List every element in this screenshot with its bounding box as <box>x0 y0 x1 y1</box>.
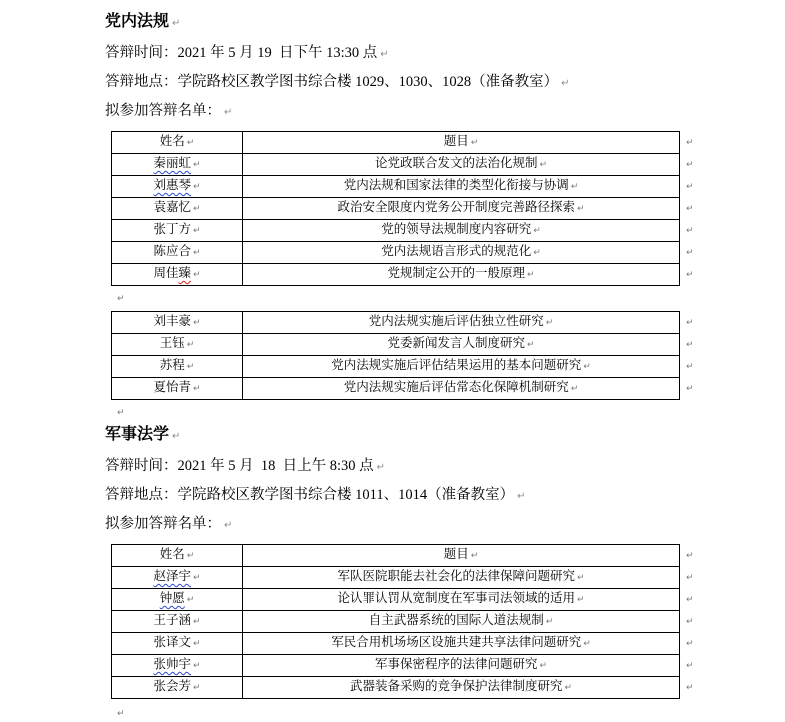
paragraph-mark: ↵ <box>117 408 125 418</box>
student-name: 张帅宇 <box>153 657 191 671</box>
defense-list-label <box>105 102 785 122</box>
section-heading-text: 军事法学 <box>105 426 170 443</box>
name-cell <box>112 154 243 176</box>
paragraph-mark: ↵ <box>576 595 585 605</box>
paragraph-mark: ↵ <box>686 182 694 192</box>
student-name-flagged-char: 臻 <box>178 266 191 280</box>
student-name: 张会芳 <box>153 679 191 693</box>
paragraph-mark: ↵ <box>583 639 591 649</box>
table-row <box>112 242 698 264</box>
title-cell <box>243 334 680 356</box>
paragraph-mark: ↵ <box>533 226 541 236</box>
paragraph-mark: ↵ <box>186 138 195 148</box>
paragraph-mark: ↵ <box>686 270 694 280</box>
table-row <box>112 334 698 356</box>
row-end-marker <box>680 545 698 567</box>
paragraph-mark: ↵ <box>517 491 526 502</box>
title-cell <box>243 264 680 286</box>
student-name: 秦丽虹 <box>153 156 191 170</box>
paragraph-mark: ↵ <box>570 384 579 394</box>
row-end-marker <box>680 611 698 633</box>
header-title-label: 题目 <box>443 547 469 561</box>
thesis-title: 党内法规语言形式的规范化 <box>381 244 532 258</box>
header-name-cell <box>112 132 243 154</box>
paragraph-mark: ↵ <box>192 617 201 627</box>
header-name-cell <box>112 545 243 567</box>
table-row <box>112 264 698 286</box>
section-heading-text: 党内法规 <box>105 13 170 30</box>
title-cell <box>243 611 680 633</box>
table-row <box>112 677 698 699</box>
table-row <box>112 356 698 378</box>
row-end-marker <box>680 176 698 198</box>
paragraph-mark: ↵ <box>686 340 694 350</box>
paragraph-mark: ↵ <box>686 551 694 561</box>
paragraph-mark: ↵ <box>186 362 195 372</box>
thesis-title: 军队医院职能去社会化的法律保障问题研究 <box>337 569 575 583</box>
blank-paragraph <box>115 705 785 722</box>
row-end-marker <box>680 655 698 677</box>
paragraph-mark: ↵ <box>686 248 694 258</box>
table-row <box>112 567 698 589</box>
defense-list-label <box>105 515 785 535</box>
paragraph-mark: ↵ <box>564 683 573 693</box>
name-cell <box>112 334 243 356</box>
section-heading <box>105 425 785 447</box>
paragraph-mark: ↵ <box>576 573 585 583</box>
name-cell <box>112 611 243 633</box>
student-name: 赵泽宇 <box>153 569 191 583</box>
defense-time-line <box>105 44 785 64</box>
name-cell <box>112 198 243 220</box>
name-cell <box>112 589 243 611</box>
student-name: 刘丰豪 <box>153 314 191 328</box>
paragraph-mark: ↵ <box>686 573 694 583</box>
paragraph-mark: ↵ <box>576 204 585 214</box>
thesis-title: 党内法规实施后评估结果运用的基本问题研究 <box>331 358 582 372</box>
section-heading <box>105 12 785 34</box>
title-cell <box>243 198 680 220</box>
blank-paragraph <box>115 290 785 307</box>
paragraph-mark: ↵ <box>172 431 181 442</box>
student-name: 周佳臻 <box>153 266 191 280</box>
student-name: 袁嘉忆 <box>153 200 191 214</box>
paragraph-mark: ↵ <box>686 362 694 372</box>
thesis-title: 论党政联合发文的法治化规制 <box>374 156 538 170</box>
defense-time-line <box>105 457 785 477</box>
row-end-marker <box>680 220 698 242</box>
paragraph-mark: ↵ <box>686 204 694 214</box>
table-row <box>112 378 698 400</box>
header-title-cell <box>243 545 680 567</box>
thesis-title: 军事保密程序的法律问题研究 <box>374 657 538 671</box>
paragraph-mark: ↵ <box>192 384 201 394</box>
header-title-cell <box>243 132 680 154</box>
name-cell <box>112 220 243 242</box>
row-end-marker <box>680 198 698 220</box>
paragraph-mark: ↵ <box>470 551 479 561</box>
title-cell <box>243 242 680 264</box>
title-cell <box>243 589 680 611</box>
thesis-title: 党的领导法规制度内容研究 <box>381 222 532 236</box>
defense-list-label-text: 拟参加答辩名单： <box>105 103 221 119</box>
paragraph-mark: ↵ <box>533 248 541 258</box>
paragraph-mark: ↵ <box>686 384 694 394</box>
header-name-label: 姓名 <box>159 134 185 148</box>
title-cell <box>243 567 680 589</box>
defense-place-line <box>105 486 785 506</box>
paragraph-mark: ↵ <box>224 107 233 118</box>
defense-time-text: 答辩时间：2021 年 5 月 18 日上午 8:30 点 <box>105 458 374 474</box>
paragraph-mark: ↵ <box>192 661 201 671</box>
student-name: 王子涵 <box>153 613 191 627</box>
defense-time-text: 答辩时间：2021 年 5 月 19 日下午 13:30 点 <box>105 45 378 61</box>
defense-place-line <box>105 73 785 93</box>
paragraph-mark: ↵ <box>376 462 386 473</box>
section-military-law <box>105 425 785 699</box>
defense-list-table-3 <box>111 544 698 699</box>
row-end-marker <box>680 356 698 378</box>
name-cell <box>112 378 243 400</box>
title-cell <box>243 154 680 176</box>
row-end-marker <box>680 242 698 264</box>
paragraph-mark: ↵ <box>224 520 233 531</box>
student-name: 钟愿 <box>159 591 185 605</box>
paragraph-mark: ↵ <box>192 182 201 192</box>
blank-paragraph <box>115 404 785 421</box>
thesis-title: 党内法规和国家法律的类型化衔接与协调 <box>343 178 569 192</box>
table-row <box>112 176 698 198</box>
paragraph-mark: ↵ <box>686 617 694 627</box>
row-end-marker <box>680 677 698 699</box>
table-row <box>112 589 698 611</box>
paragraph-mark: ↵ <box>186 595 195 605</box>
paragraph-mark: ↵ <box>526 340 535 350</box>
name-cell <box>112 176 243 198</box>
table-header-row <box>112 545 698 567</box>
defense-place-text: 答辩地点：学院路校区教学图书综合楼 1011、1014（准备教室） <box>105 487 515 503</box>
name-cell <box>112 312 243 334</box>
title-cell <box>243 312 680 334</box>
table-row <box>112 220 698 242</box>
paragraph-mark: ↵ <box>192 683 201 693</box>
paragraph-mark: ↵ <box>686 318 694 328</box>
paragraph-mark: ↵ <box>172 18 181 29</box>
paragraph-mark: ↵ <box>539 160 548 170</box>
name-cell <box>112 242 243 264</box>
thesis-title: 军民合用机场场区设施共建共享法律问题研究 <box>331 635 582 649</box>
name-cell <box>112 356 243 378</box>
paragraph-mark: ↵ <box>561 78 570 89</box>
header-title-label: 题目 <box>443 134 469 148</box>
thesis-title: 党规制定公开的一般原理 <box>387 266 525 280</box>
paragraph-mark: ↵ <box>192 270 201 280</box>
row-end-marker <box>680 378 698 400</box>
table-row <box>112 655 698 677</box>
paragraph-mark: ↵ <box>583 362 591 372</box>
paragraph-mark: ↵ <box>539 661 548 671</box>
paragraph-mark: ↵ <box>545 318 554 328</box>
paragraph-mark: ↵ <box>192 318 201 328</box>
row-end-marker <box>680 589 698 611</box>
row-end-marker <box>680 312 698 334</box>
thesis-title: 党内法规实施后评估独立性研究 <box>368 314 544 328</box>
paragraph-mark: ↵ <box>686 226 694 236</box>
defense-list-table-2 <box>111 311 698 400</box>
thesis-title: 自主武器系统的国际人道法规制 <box>368 613 544 627</box>
title-cell <box>243 677 680 699</box>
paragraph-mark: ↵ <box>192 573 201 583</box>
thesis-title: 政治安全限度内党务公开制度完善路径探索 <box>337 200 575 214</box>
paragraph-mark: ↵ <box>526 270 535 280</box>
thesis-title: 党内法规实施后评估常态化保障机制研究 <box>343 380 569 394</box>
name-cell <box>112 677 243 699</box>
paragraph-mark: ↵ <box>192 204 201 214</box>
section-party-regulations <box>105 12 785 400</box>
row-end-marker <box>680 334 698 356</box>
defense-place-text: 答辩地点：学院路校区教学图书综合楼 1029、1030、1028（准备教室） <box>105 74 559 90</box>
paragraph-mark: ↵ <box>570 182 579 192</box>
paragraph-mark: ↵ <box>117 294 125 304</box>
row-end-marker <box>680 633 698 655</box>
table-row <box>112 198 698 220</box>
paragraph-mark: ↵ <box>470 138 479 148</box>
title-cell <box>243 176 680 198</box>
title-cell <box>243 220 680 242</box>
paragraph-mark: ↵ <box>186 340 195 350</box>
row-end-marker <box>680 567 698 589</box>
title-cell <box>243 356 680 378</box>
paragraph-mark: ↵ <box>192 160 201 170</box>
table-row <box>112 154 698 176</box>
student-name: 陈应合 <box>153 244 191 258</box>
paragraph-mark: ↵ <box>186 551 195 561</box>
table-row <box>112 633 698 655</box>
paragraph-mark: ↵ <box>380 49 389 60</box>
student-name: 苏程 <box>159 358 185 372</box>
table-header-row <box>112 132 698 154</box>
paragraph-mark: ↵ <box>192 248 201 258</box>
paragraph-mark: ↵ <box>545 617 554 627</box>
student-name: 夏怡青 <box>153 380 191 394</box>
thesis-title: 党委新闻发言人制度研究 <box>387 336 525 350</box>
title-cell <box>243 633 680 655</box>
thesis-title: 论认罪认罚从宽制度在军事司法领域的适用 <box>337 591 575 605</box>
defense-list-table-1 <box>111 131 698 286</box>
title-cell <box>243 378 680 400</box>
name-cell <box>112 567 243 589</box>
row-end-marker <box>680 154 698 176</box>
name-cell <box>112 264 243 286</box>
table-row <box>112 611 698 633</box>
defense-list-label-text: 拟参加答辩名单： <box>105 516 221 532</box>
header-name-label: 姓名 <box>159 547 185 561</box>
student-name: 王钰 <box>159 336 185 350</box>
paragraph-mark: ↵ <box>192 226 201 236</box>
paragraph-mark: ↵ <box>686 661 694 671</box>
student-name: 张丁方 <box>153 222 191 236</box>
paragraph-mark: ↵ <box>686 595 694 605</box>
paragraph-mark: ↵ <box>117 709 125 719</box>
paragraph-mark: ↵ <box>686 138 694 148</box>
paragraph-mark: ↵ <box>686 160 694 170</box>
student-name: 张译文 <box>153 635 191 649</box>
thesis-title: 武器装备采购的竞争保护法律制度研究 <box>349 679 563 693</box>
paragraph-mark: ↵ <box>686 683 694 693</box>
student-name: 刘惠琴 <box>153 178 191 192</box>
row-end-marker <box>680 132 698 154</box>
table-row <box>112 312 698 334</box>
paragraph-mark: ↵ <box>192 639 201 649</box>
paragraph-mark: ↵ <box>686 639 694 649</box>
title-cell <box>243 655 680 677</box>
name-cell <box>112 633 243 655</box>
row-end-marker <box>680 264 698 286</box>
name-cell <box>112 655 243 677</box>
